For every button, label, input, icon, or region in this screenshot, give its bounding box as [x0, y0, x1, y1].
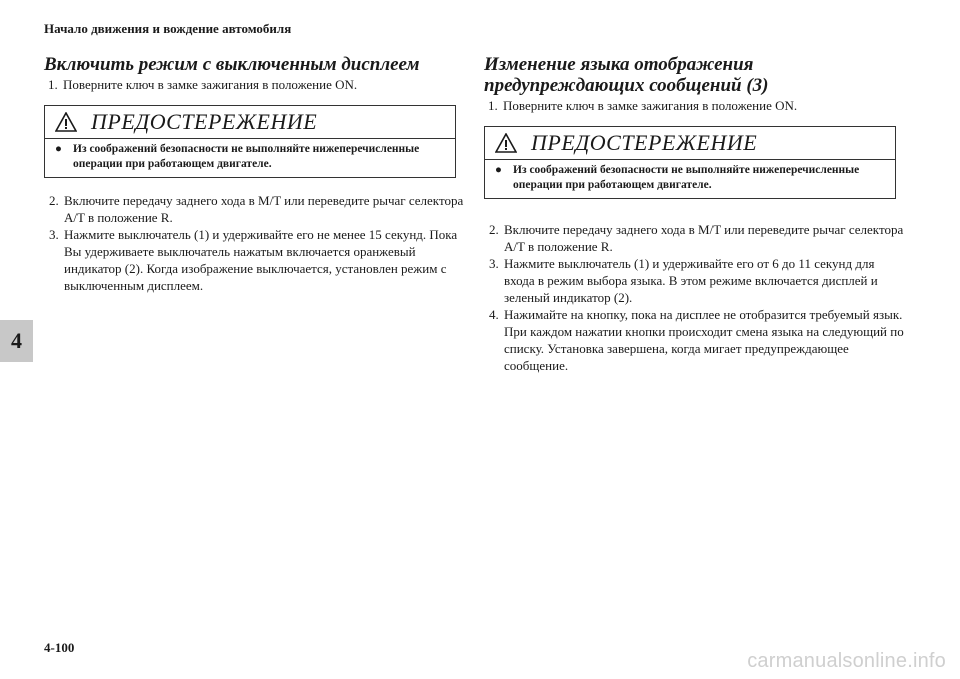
warning-header	[45, 106, 455, 139]
chapter-tab: 4	[0, 320, 33, 362]
step-text: Включите передачу заднего хода в M/T или переведите рычаг селектора A/T в положение R.	[64, 193, 464, 225]
step-text: Нажмите выключатель (1) и удерживайте его от 6 до 11 секунд для входа в режим выбора языка. В этом режиме включается дисплей и зеленый индикатор (2).	[504, 256, 878, 305]
warning-title: ПРЕДОСТЕРЕЖЕНИЕ	[91, 109, 318, 134]
step-text: Нажмите выключатель (1) и удерживайте его не менее 15 секунд. Пока Вы удерживаете выключатель нажатым включается оранжевый индикатор (2). Когда изображение выключается, установлен режим с выключенным дисплеем.	[64, 227, 458, 293]
running-header: Начало движения и вождение автомобиля	[44, 21, 292, 36]
step-text: Поверните ключ в замке зажигания в положение ON.	[503, 98, 798, 113]
warning-text: Из соображений безопасности не выполняйте нижеперечисленные операции при работающем двигателе.	[73, 143, 420, 170]
step-list	[489, 221, 904, 374]
step-number: 2.	[489, 222, 499, 237]
right-column	[484, 54, 904, 374]
step-number: 3.	[49, 227, 59, 242]
section-title-display-off: Включить режим с выключенным дисплеем	[44, 54, 420, 75]
step-item	[489, 255, 904, 306]
warning-body	[45, 139, 455, 177]
step-item	[488, 97, 904, 114]
bullet-icon: ●	[55, 143, 62, 155]
step-item	[489, 221, 904, 255]
step-number: 1.	[48, 77, 58, 92]
warning-text: Из соображений безопасности не выполняйте нижеперечисленные операции при работающем двигателе.	[513, 164, 860, 191]
left-column	[44, 54, 464, 294]
step-text: Нажимайте на кнопку, пока на дисплее не отобразится требуемый язык. При каждом нажатии кнопки происходит смена языка на следующий по списку. Установка завершена, когда мигает предупреждающее сообщение.	[504, 307, 904, 373]
warning-title: ПРЕДОСТЕРЕЖЕНИЕ	[531, 130, 758, 155]
warning-body	[485, 160, 895, 198]
warning-triangle-icon	[495, 133, 517, 153]
warning-box	[484, 126, 896, 199]
step-list-intro	[48, 76, 464, 93]
bullet-icon: ●	[495, 164, 502, 176]
section-title-language: Изменение языка отображения предупреждающих сообщений (3)	[484, 54, 769, 96]
step-list-intro	[488, 97, 904, 114]
step-number: 4.	[489, 307, 499, 322]
step-number: 1.	[488, 98, 498, 113]
step-number: 2.	[49, 193, 59, 208]
step-list	[49, 192, 464, 294]
step-item	[49, 226, 464, 294]
warning-header	[485, 127, 895, 160]
step-item	[48, 76, 464, 93]
step-number: 3.	[489, 256, 499, 271]
step-item	[49, 192, 464, 226]
watermark: carmanualsonline.info	[747, 650, 946, 672]
step-text: Поверните ключ в замке зажигания в положение ON.	[63, 77, 358, 92]
page-number: 4-100	[44, 640, 75, 655]
step-item	[489, 306, 904, 374]
warning-triangle-icon	[55, 112, 77, 132]
warning-box	[44, 105, 456, 178]
step-text: Включите передачу заднего хода в M/T или переведите рычаг селектора A/T в положение R.	[504, 222, 904, 254]
